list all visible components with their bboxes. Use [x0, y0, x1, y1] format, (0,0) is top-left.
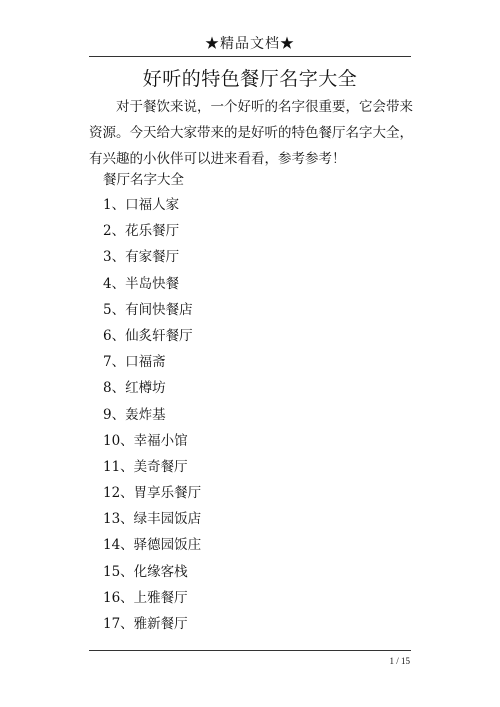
list-item: 14、驿德园饭庄 — [103, 537, 202, 554]
list-item: 10、幸福小馆 — [103, 432, 188, 449]
restaurant-name-list — [103, 192, 201, 637]
list-item: 9、轰炸基 — [103, 406, 166, 423]
list-item: 5、有间快餐店 — [103, 301, 193, 318]
list-item: 11、美奇餐厅 — [103, 458, 188, 475]
list-item: 15、化缘客栈 — [103, 563, 188, 580]
document-title: 好听的特色餐厅名字大全 — [142, 68, 358, 90]
list-item: 2、花乐餐厅 — [103, 223, 180, 240]
list-item: 7、口福斋 — [103, 354, 166, 371]
list-item: 16、上雅餐厅 — [103, 589, 188, 606]
section-heading: 餐厅名字大全 — [103, 172, 184, 188]
list-item: 1、口福人家 — [103, 197, 180, 213]
footer-divider — [89, 650, 411, 651]
list-item: 17、雅新餐厅 — [103, 616, 188, 632]
page-number: 1 / 15 — [389, 656, 410, 666]
list-item: 6、仙炙轩餐厅 — [103, 327, 193, 344]
list-item: 8、红樽坊 — [103, 380, 166, 397]
list-item: 3、有家餐厅 — [103, 249, 180, 266]
header-divider — [89, 56, 411, 57]
intro-paragraph: 对于餐饮来说，一个好听的名字很重要，它会带来资源。今天给大家带来的是好听的特色餐厅名字大全，有兴趣的小伙伴可以进来看看，参考参考！ — [89, 99, 413, 167]
page-header: ★精品文档★ — [205, 36, 295, 52]
list-item: 12、胃享乐餐厅 — [103, 485, 202, 502]
list-item: 4、半岛快餐 — [103, 275, 180, 292]
list-item: 13、绿丰园饭店 — [103, 511, 202, 528]
